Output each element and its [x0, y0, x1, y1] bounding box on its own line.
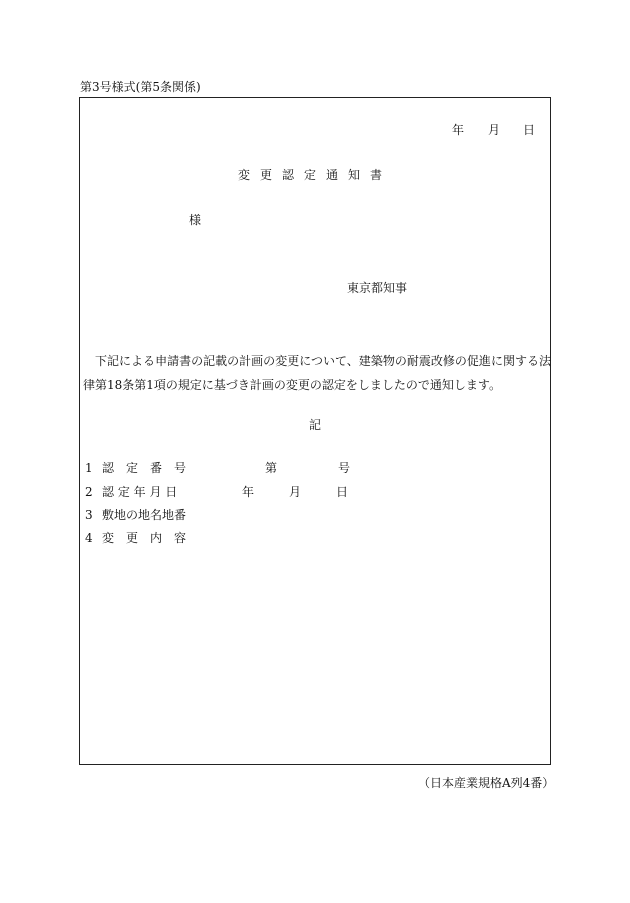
paper-size-note: （日本産業規格A列4番） — [418, 776, 555, 790]
notice-body-text: 下記による申請書の記載の計画の変更について、建築物の耐震改修の促進に関する法律第18条第1項の規定に基づき計画の変更の認定をしましたので通知します。 — [83, 354, 551, 392]
certification-date-year: 年 — [242, 485, 255, 499]
document-title: 変更認定通知書 — [237, 168, 392, 182]
certification-number-prefix: 第 — [265, 461, 278, 475]
item-number-1: 1 — [85, 461, 93, 475]
item-number-2: 2 — [85, 485, 93, 499]
item-label-certification-number: 認 定 番 号 — [102, 461, 187, 475]
issuer-name: 東京都知事 — [347, 281, 408, 295]
certification-date-month: 月 — [289, 485, 302, 499]
item-label-certification-date: 認 定 年 月 日 — [102, 485, 178, 499]
date-month-label: 月 — [488, 123, 501, 137]
item-number-3: 3 — [85, 508, 93, 522]
form-number: 第3号様式(第5条関係) — [80, 80, 201, 94]
certification-date-day: 日 — [336, 485, 349, 499]
item-label-site-address: 敷地の地名地番 — [102, 508, 187, 522]
recipient-honorific: 様 — [189, 213, 202, 227]
item-number-4: 4 — [85, 531, 93, 545]
ki-heading: 記 — [308, 418, 321, 432]
date-year-label: 年 — [452, 123, 465, 137]
item-label-change-details: 変 更 内 容 — [102, 531, 187, 545]
date-day-label: 日 — [523, 123, 536, 137]
certification-number-suffix: 号 — [338, 461, 351, 475]
